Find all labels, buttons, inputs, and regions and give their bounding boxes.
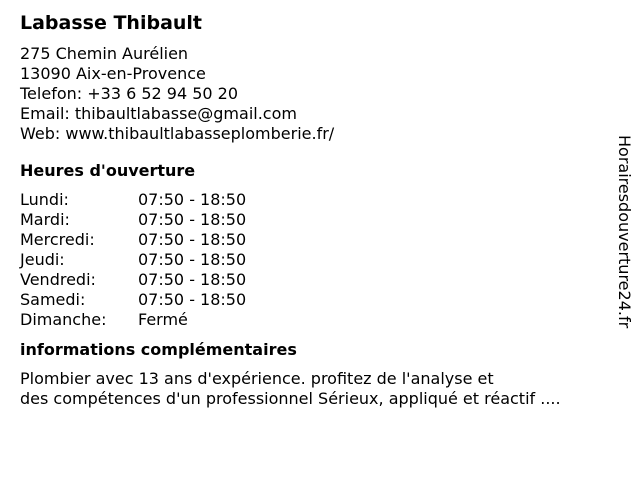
- address-line-1: 275 Chemin Aurélien: [20, 44, 189, 63]
- hours-day: Mercredi:: [20, 230, 95, 249]
- hours-time: 07:50 - 18:50: [138, 230, 247, 249]
- hours-day: Vendredi:: [20, 270, 96, 289]
- info-text-line-2: des compétences d'un professionnel Sérieux, appliqué et réactif ....: [20, 389, 561, 408]
- hours-row-tuesday: [20, 210, 610, 230]
- watermark: [612, 135, 634, 375]
- address-line-2: 13090 Aix-en-Provence: [20, 64, 206, 83]
- watermark-text: Horairesdouverture24.fr: [615, 135, 634, 329]
- hours-day: Lundi:: [20, 190, 69, 209]
- business-name: Labasse Thibault: [20, 12, 203, 34]
- phone-line: Telefon: +33 6 52 94 50 20: [20, 84, 239, 103]
- info-title: informations complémentaires: [20, 340, 297, 359]
- hours-time: 07:50 - 18:50: [138, 290, 247, 309]
- hours-day: Jeudi:: [20, 250, 65, 269]
- hours-day: Dimanche:: [20, 310, 107, 329]
- info-text: [20, 369, 610, 409]
- hours-day: Mardi:: [20, 210, 70, 229]
- hours-time: Fermé: [138, 310, 188, 329]
- hours-row-wednesday: [20, 230, 610, 250]
- hours-row-thursday: [20, 250, 610, 270]
- info-text-line-1: Plombier avec 13 ans d'expérience. profitez de l'analyse et: [20, 369, 494, 388]
- hours-row-saturday: [20, 290, 610, 310]
- hours-row-friday: [20, 270, 610, 290]
- hours-day: Samedi:: [20, 290, 86, 309]
- web-line: Web: www.thibaultlabasseplomberie.fr/: [20, 124, 335, 143]
- email-line: Email: thibaultlabasse@gmail.com: [20, 104, 297, 123]
- hours-row-sunday: [20, 310, 610, 330]
- hours-time: 07:50 - 18:50: [138, 270, 247, 289]
- hours-row-monday: [20, 190, 610, 210]
- hours-time: 07:50 - 18:50: [138, 190, 247, 209]
- hours-title: Heures d'ouverture: [20, 161, 196, 180]
- business-card: [20, 10, 610, 409]
- hours-time: 07:50 - 18:50: [138, 210, 247, 229]
- hours-time: 07:50 - 18:50: [138, 250, 247, 269]
